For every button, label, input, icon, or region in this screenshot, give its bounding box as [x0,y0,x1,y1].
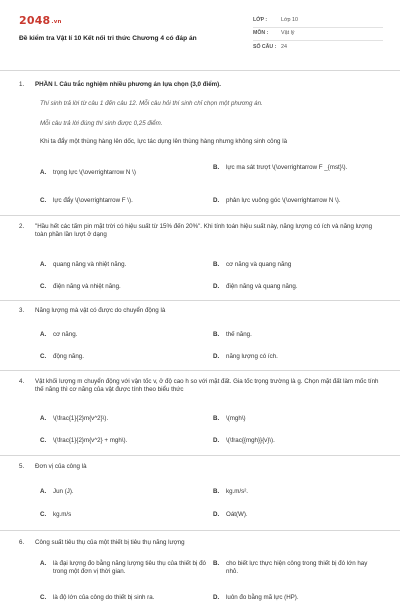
option-text: điện năng và quang năng. [226,283,298,290]
answer-option[interactable] [213,197,381,205]
option-text: \(\frac{1}{2}m{v^2}\). [53,415,109,422]
option-text: quang năng và nhiệt năng. [53,261,127,268]
option-letter: C. [40,197,47,204]
divider [0,70,400,71]
question-3 [19,307,379,315]
question-stem: Khi ta đẩy một thùng hàng lên dốc, lực tác dụng lên thùng hàng nhưng không sinh công là [40,138,288,145]
option-letter: A. [40,415,47,422]
answer-option[interactable] [213,283,381,291]
question-number: 6. [19,539,25,546]
option-text: năng lượng có ích. [226,353,278,360]
instruction-note: Mỗi câu trả lời đúng thí sinh được 0,25 điểm. [40,120,163,127]
option-letter: D. [213,437,220,444]
option-letter: C. [40,283,47,290]
answer-option[interactable] [213,437,381,445]
instruction-note: Thí sinh trả lời từ câu 1 đến câu 12. Mỗi câu hỏi thí sinh chỉ chọn một phương án. [40,100,263,107]
option-letter: D. [213,511,220,518]
option-letter: D. [213,594,220,601]
option-text: là độ lớn của công do thiết bị sinh ra. [53,594,155,601]
option-letter: D. [213,283,220,290]
document-meta [253,15,383,54]
option-letter: A. [40,331,47,338]
divider [0,455,400,456]
option-letter: B. [213,560,220,567]
option-letter: A. [40,261,47,268]
meta-value: Vật lý [281,30,295,37]
answer-option[interactable] [40,437,208,445]
option-letter: C. [40,353,47,360]
option-letter: C. [40,594,47,601]
question-4 [19,378,379,395]
option-text: lực ma sát trượt \(\overrightarrow F _{mst}\). [226,164,348,171]
answer-option[interactable] [40,331,208,339]
answer-option[interactable] [40,197,208,205]
answer-option[interactable] [40,594,208,602]
option-letter: B. [213,488,220,495]
question-text: Đơn vị của công là [35,463,87,470]
answer-option[interactable] [213,511,381,519]
answer-option[interactable] [40,169,208,177]
option-text: \(mgh\) [226,415,246,422]
option-text: thế năng. [226,331,252,338]
option-text: Oát(W). [226,511,248,518]
option-text: trọng lực \(\overrightarrow N \) [53,169,136,176]
section-title: PHẦN I. Câu trắc nghiệm nhiều phương án lựa chọn (3,0 điểm). [35,81,221,88]
question-number: 2. [19,223,25,230]
option-letter: C. [40,511,47,518]
answer-option[interactable] [40,261,208,269]
option-letter: B. [213,164,220,171]
answer-option[interactable] [213,488,381,496]
answer-option[interactable] [213,164,381,172]
divider [0,370,400,371]
option-letter: B. [213,415,220,422]
option-letter: B. [213,261,220,268]
meta-value: Lớp 10 [281,17,299,24]
option-letter: C. [40,437,47,444]
question-number: 4. [19,378,25,385]
meta-key: LỚP : [253,17,268,24]
divider [0,530,400,531]
question-6 [19,539,379,547]
meta-key: SỐ CÂU : [253,43,277,50]
answer-option[interactable] [40,283,208,291]
question-text: Năng lượng mà vật có được do chuyển động là [35,307,166,314]
option-text: \(\frac{{mgh}}{v}\). [226,437,275,444]
option-text: \(\frac{1}{2}m{v^2} + mgh\). [53,437,128,444]
option-letter: B. [213,331,220,338]
answer-option[interactable] [213,594,381,602]
answer-option[interactable] [40,353,208,361]
option-text: động năng. [53,353,84,360]
meta-count-row [253,41,383,54]
question-text: Công suất tiêu thụ của một thiết bị tiêu thụ năng lượng [35,539,185,546]
divider [0,215,400,216]
option-text: kg.m/s². [226,488,249,495]
answer-option[interactable] [213,261,381,269]
option-text: cho biết lực thực hiện công trong thiết bị đó lớn hay nhỏ. [226,560,368,576]
question-number: 5. [19,463,25,470]
meta-key: MÔN : [253,30,269,37]
option-letter: A. [40,488,47,495]
question-text: "Hầu hết các tấm pin mặt trời có hiệu suất từ 15% đến 20%". Khi tính toán hiệu suất này, năng lượng có ích và năng lượng toàn phần lần lượt ở dạng [35,223,373,239]
question-text: Vật khối lượng m chuyển động với vận tốc v, ở độ cao h so với mặt đất. Gia tốc trọng trường là g. Chọn mặt đất làm mốc tính thế năng thì cơ năng của vật được tính theo biểu thức [35,378,379,394]
option-letter: A. [40,560,47,567]
option-text: Jun (J). [53,488,74,495]
answer-option[interactable] [213,415,381,423]
option-text: luôn đo bằng mã lực (HP). [226,594,299,601]
answer-option[interactable] [213,353,381,361]
option-text: cơ năng và quang năng [226,261,292,268]
option-text: lực đẩy \(\overrightarrow F \). [53,197,133,204]
site-logo[interactable]: 2048.vn [19,14,62,27]
document-title: Đề kiểm tra Vật lí 10 Kết nối tri thức Chương 4 có đáp án [19,34,197,42]
answer-option[interactable] [213,560,381,577]
answer-option[interactable] [40,560,208,577]
option-letter: A. [40,169,47,176]
question-2 [19,223,379,240]
meta-subject-row [253,28,383,41]
option-text: điện năng và nhiệt năng. [53,283,121,290]
question-number: 3. [19,307,25,314]
question-5 [19,463,379,471]
question-number: 1. [19,81,25,88]
question-1 [19,81,379,89]
option-text: là đại lượng đo bằng năng lượng tiêu thụ của thiết bị đó trong một đơn vị thời gian. [53,560,206,576]
option-letter: D. [213,197,220,204]
answer-option[interactable] [213,331,381,339]
answer-option[interactable] [40,415,208,423]
option-text: cơ năng. [53,331,78,338]
option-letter: D. [213,353,220,360]
answer-option[interactable] [40,511,208,519]
answer-option[interactable] [40,488,208,496]
meta-value: 24 [281,43,287,50]
meta-class-row [253,15,383,28]
option-text: kg.m/s [53,511,72,518]
page-header [0,0,400,62]
divider [0,300,400,301]
option-text: phản lực vuông góc \(\overrightarrow N \). [226,197,341,204]
